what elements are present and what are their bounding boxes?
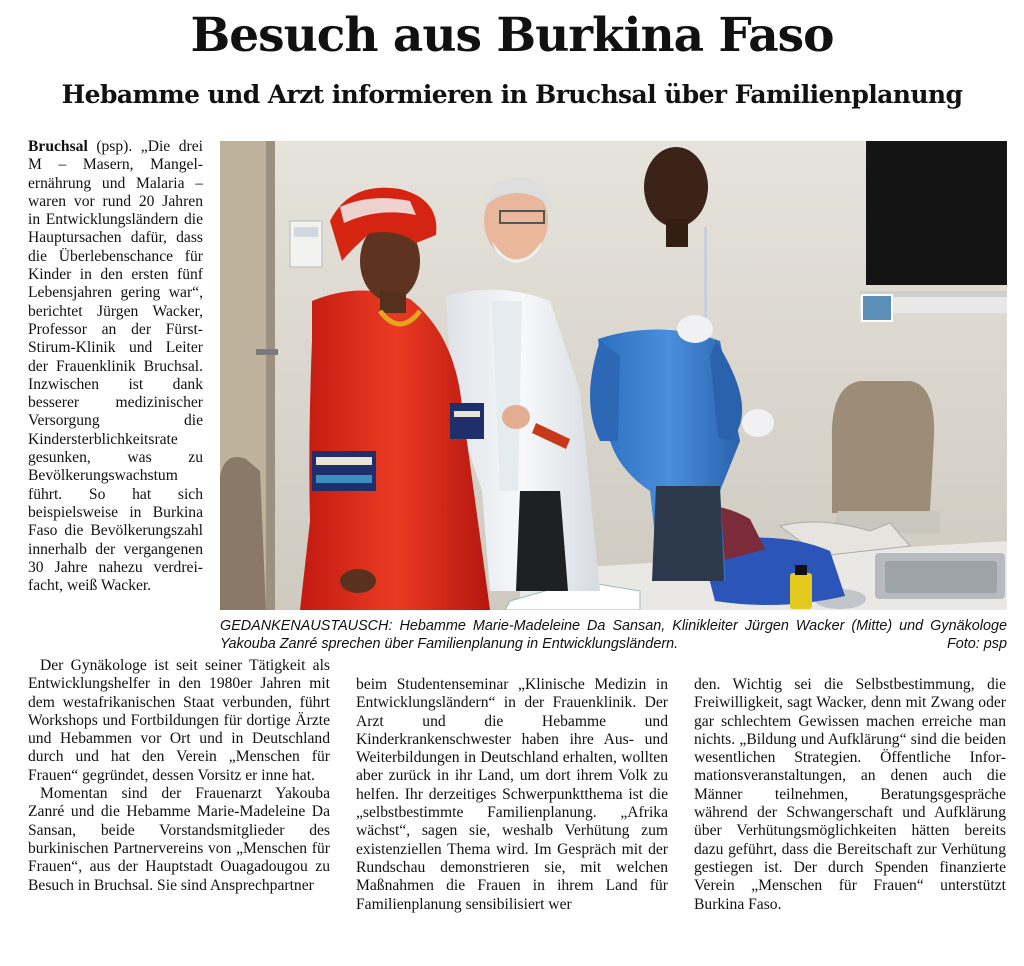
article-lead-text: (psp). „Die drei M – Masern, Mangelernährung und Malaria – waren vor rund 20 Jahren in Entwicklungsländern die Hauptursachen dafür, dass die Überlebenschance für Kinder in den ersten fünf Lebensjahren gering war“, berichtet Jürgen Wacker, Professor an der Fürst-Stirum-Klinik und Leiter der Frauenklinik Bruchsal. Inzwischen ist dank besserer medizinischer Versorgung die Kindersterblichkeitsrate gesunken, was zu Bevölkerungswachstum führt. So hat sich beispielsweise in Burkina Faso die Bevölkerungszahl innerhalb der vergangenen 30 Jahre nahezu verdreifacht, weiß Wacker.	[28, 138, 203, 595]
subheadline: Hebamme und Arzt informieren in Bruchsal über Familienplanung	[61, 80, 963, 109]
photo-illustration	[220, 141, 1007, 610]
photo-caption-text: GEDANKENAUSTAUSCH: Hebamme Marie-Madeleine Da Sansan, Klinikleiter Jürgen Wacker (Mitte) und Gynäkologe Yakouba Zanré sprechen über Familienplanung in Entwicklungsländern.	[220, 618, 1007, 652]
photo-credit: Foto: psp	[947, 636, 1007, 652]
article-column-1-continued	[28, 657, 330, 895]
article-photo	[220, 141, 1007, 610]
dateline: Bruchsal	[28, 138, 88, 155]
headline: Besuch aus Burkina Faso	[190, 8, 834, 63]
article-column-3	[694, 676, 1006, 914]
article-paragraph: beim Studentenseminar „Klinische Medizin in Entwicklungsländern“ in der Frauenklinik. Der Arzt und die Hebamme und Kinderkrankenschwester haben ihre Aus- und Weiterbildungen in Deutschland erhalten, wollten aber zurück in ihr Land, um dort ihrem Volk zu helfen. Ihr derzeitiges Schwerpunktthema ist die „selbstbestimmte Familienplanung. „Afrika wächst“, sagen sie, weshalb Verhütung zum existenziellen Thema wird. Im Gespräch mit der Rundschau demonstrieren sie, mit welchen Maßnahmen die Frauen in ihrem Land für Familienplanung sensibilisiert wer	[356, 676, 668, 913]
article-paragraph: Momentan sind der Frauenarzt Yakouba Zanré und die Hebamme Marie-Madeleine Da Sansan, beide Vorstandsmitglieder des burkinischen Partnervereins von „Menschen für Frauen“, aus der Hauptstadt Ouagadougou zu Besuch in Bruchsal. Sie sind Ansprechpartner	[28, 785, 330, 894]
article-paragraph: den. Wichtig sei die Selbstbestimmung, die Freiwilligkeit, sagt Wacker, denn mit Zwang oder gar schlechtem Gewissen machen erreiche man nichts. „Bildung und Aufklärung“ sind die beiden wesentlichen Strategien. Öffentliche Informationsveranstaltungen, an denen auch die Männer teilnehmen, Beratungsgespräche während der Schwangerschaft und Aufklärung über Verhütungsmöglichkeiten hätten bereits dazu geführt, dass die Bereitschaft zur Verhütung gestiegen ist. Der durch Spenden finanzierte Verein „Menschen für Frauen“ unterstützt Burkina Faso.	[694, 676, 1006, 913]
article-column-1	[28, 138, 203, 595]
photo-caption	[220, 617, 1007, 653]
article-paragraph: Der Gynäkologe ist seit seiner Tätigkeit als Entwicklungshelfer in den 1980er Jahren mit dem westafrikanischen Staat verbunden, führt Workshops und Fortbildungen für dortige Ärzte und Hebammen vor Ort und in Deutschland durch und hat den Verein „Menschen für Frauen“ gegründet, dessen Vorsitz er inne hat.	[28, 657, 330, 784]
article-lead	[28, 138, 203, 595]
article-column-2	[356, 676, 668, 914]
